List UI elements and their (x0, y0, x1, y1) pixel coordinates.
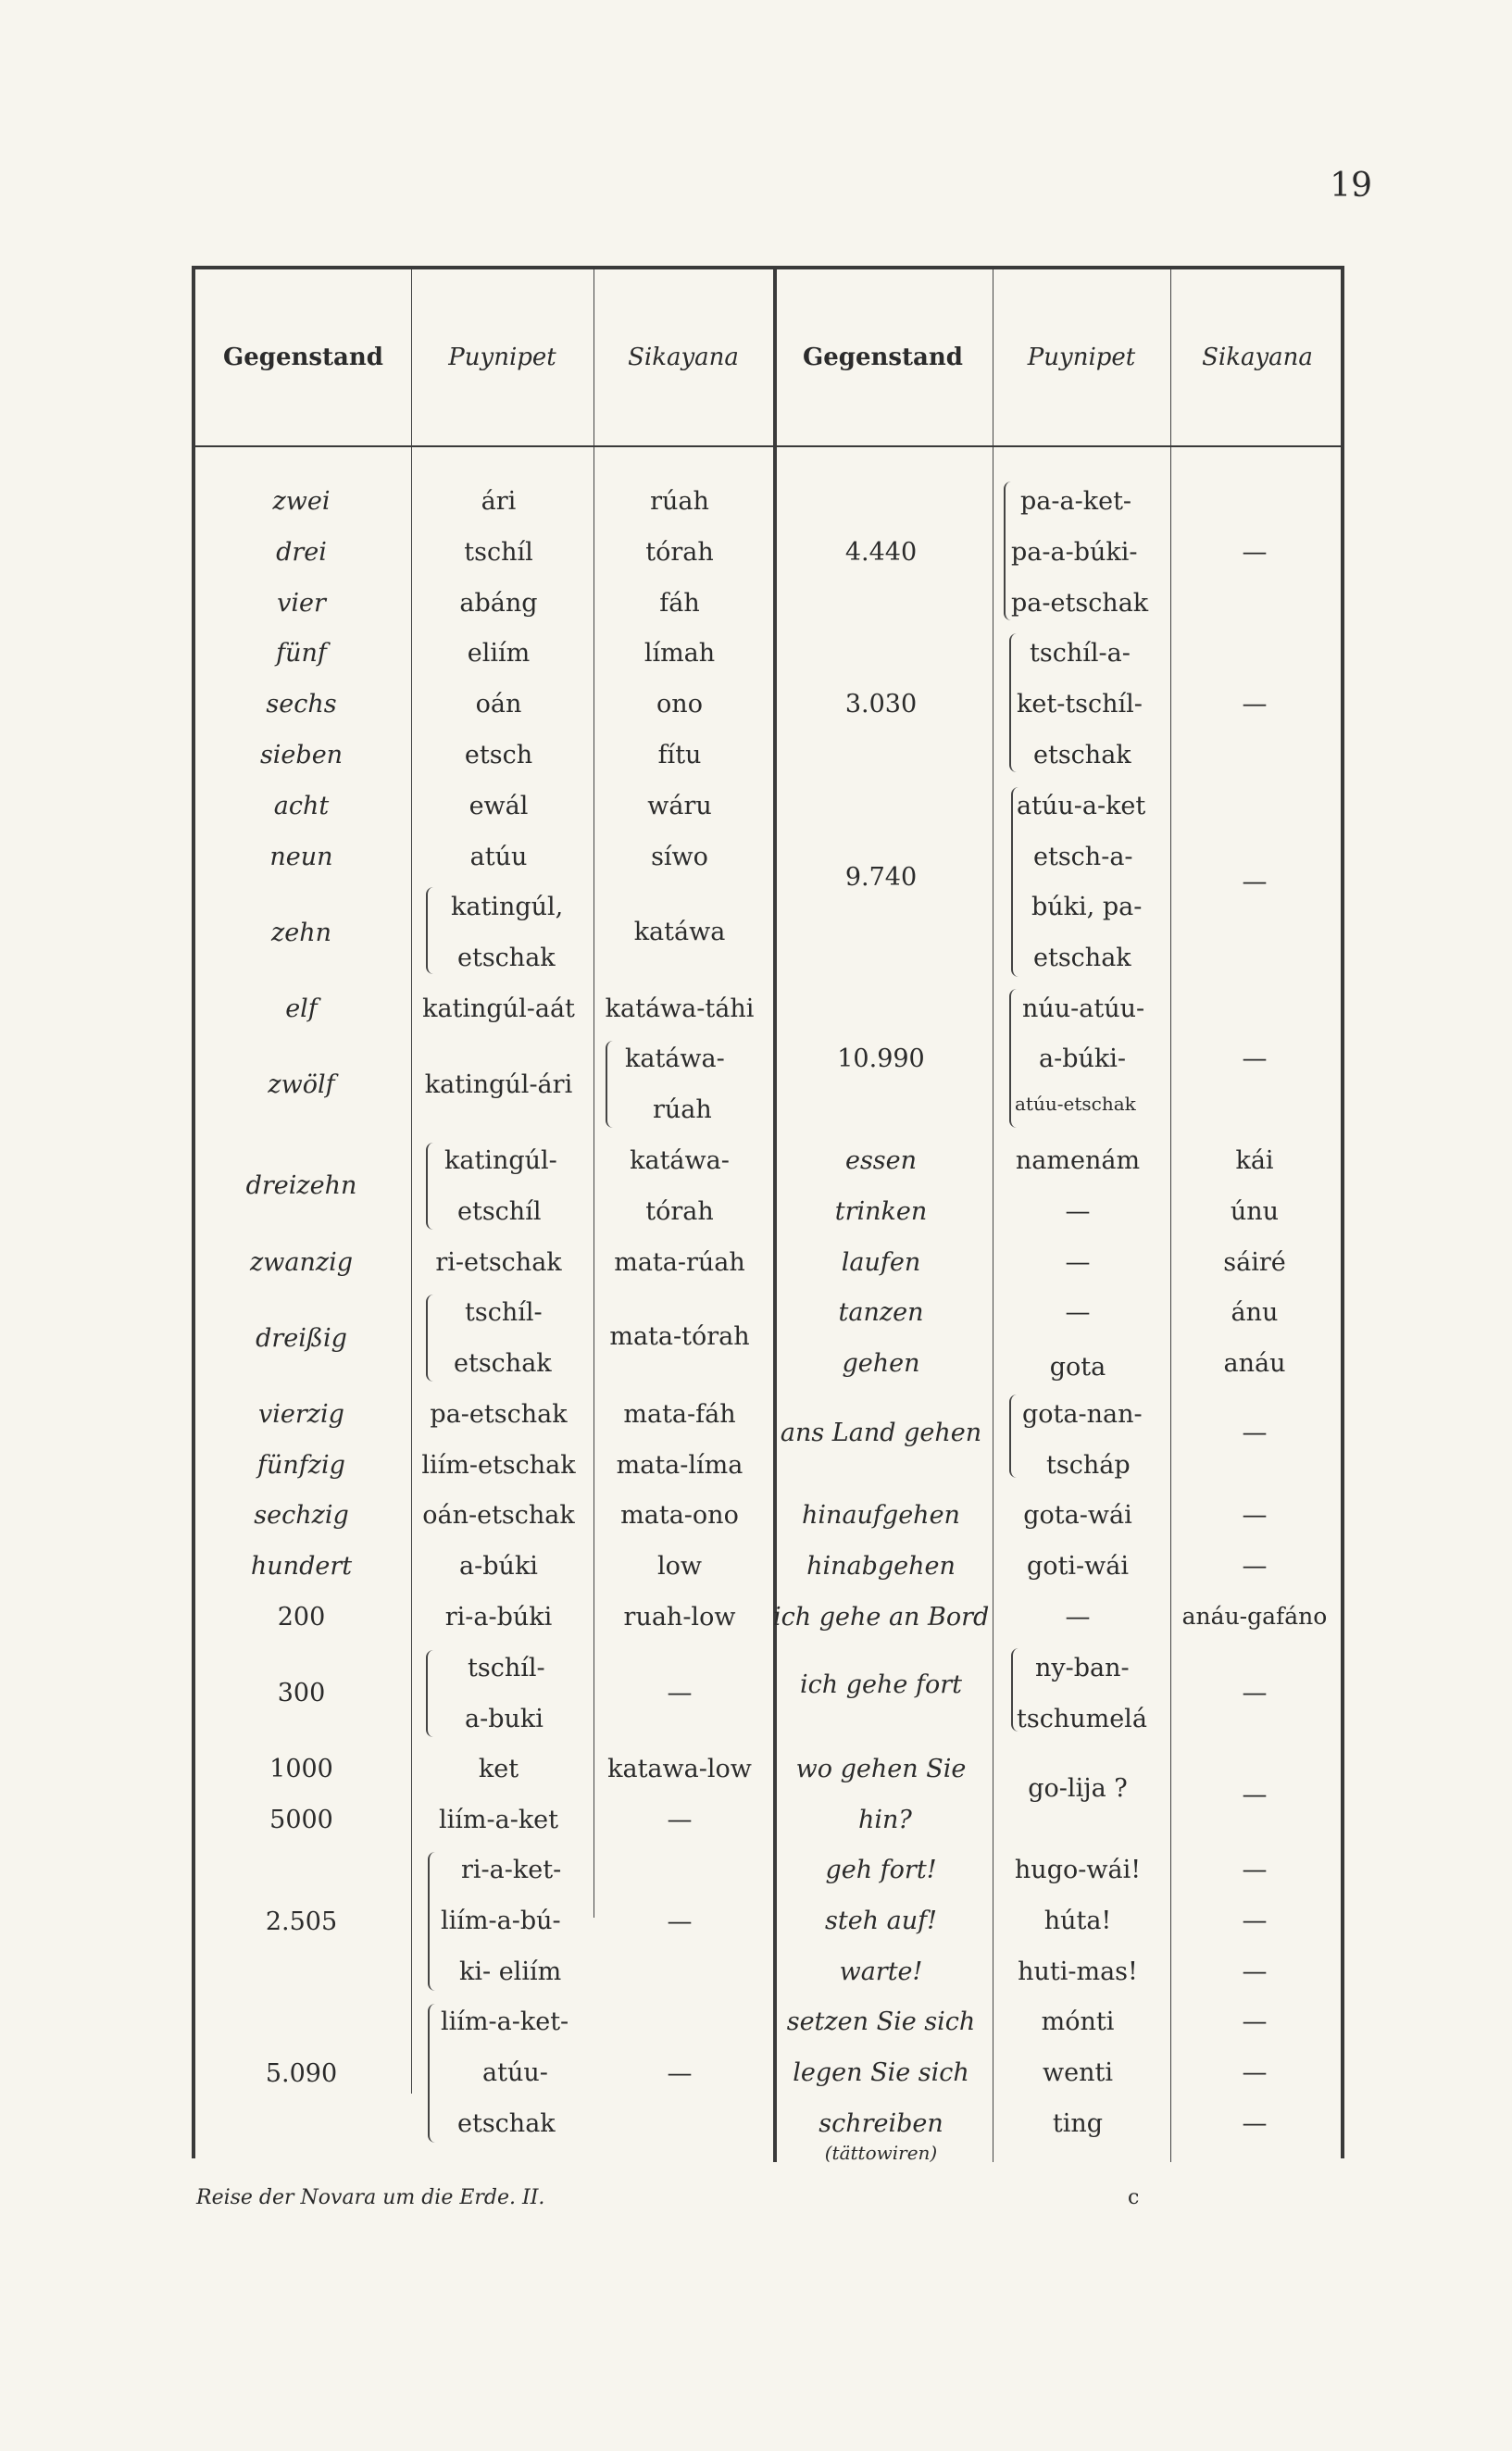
right-puynipet: núu-atúu- (1022, 994, 1145, 1023)
right-sikayana: — (1242, 868, 1268, 896)
right-gegenstand: hinaufgehen (802, 1501, 960, 1530)
page-number: 19 (1330, 167, 1372, 205)
left-sikayana: katáwa-táhi (605, 994, 755, 1023)
right-puynipet: húta! (1043, 1907, 1112, 1935)
left-gegenstand: zwei (272, 487, 331, 516)
left-sikayana: tórah (645, 1197, 714, 1226)
left-puynipet: oán-etschak (422, 1501, 575, 1530)
right-sikayana: — (1242, 1781, 1268, 1809)
right-puynipet: hugo-wái! (1014, 1856, 1142, 1884)
header-puynipet-right: Puynipet (1027, 344, 1136, 371)
right-puynipet: — (1065, 1298, 1091, 1327)
right-puynipet: mónti (1041, 2007, 1115, 2036)
right-gegenstand: (tättowiren) (824, 2142, 938, 2164)
right-sikayana: — (1242, 1907, 1268, 1935)
left-gegenstand: 300 (277, 1679, 326, 1707)
left-puynipet: liím-a-ket (438, 1806, 559, 1834)
left-gegenstand: drei (276, 538, 327, 567)
left-puynipet: etsch (464, 741, 533, 769)
right-gegenstand: setzen Sie sich (786, 2007, 976, 2036)
right-puynipet: goti-wái (1027, 1552, 1129, 1581)
right-gegenstand: legen Sie sich (793, 2058, 969, 2087)
right-gegenstand: 10.990 (837, 1044, 925, 1073)
right-gegenstand: trinken (834, 1197, 928, 1226)
right-puynipet: ny-ban- (1035, 1654, 1130, 1682)
left-sikayana: low (656, 1552, 702, 1581)
left-sikayana: rúah (653, 1095, 712, 1124)
left-puynipet: etschak (454, 1349, 552, 1378)
left-gegenstand: vierzig (258, 1400, 344, 1429)
left-puynipet: ewál (469, 792, 529, 820)
right-gegenstand: ich gehe an Bord (773, 1603, 990, 1632)
left-puynipet: ki- eliím (459, 1957, 562, 1986)
left-puynipet: ri-etschak (435, 1248, 562, 1277)
right-sikayana: — (1242, 690, 1268, 719)
left-puynipet: ket (478, 1755, 519, 1783)
left-sikayana: wáru (647, 792, 712, 820)
right-gegenstand: steh auf! (825, 1907, 937, 1935)
left-gegenstand: hundert (250, 1552, 353, 1581)
right-gegenstand: schreiben (818, 2109, 943, 2138)
right-sikayana: — (1242, 1957, 1268, 1986)
left-gegenstand: 5000 (269, 1806, 333, 1834)
right-gegenstand: essen (844, 1146, 918, 1175)
left-gegenstand: zwölf (268, 1070, 335, 1099)
right-puynipet: búki, pa- (1031, 893, 1143, 921)
left-puynipet: katingúl- (444, 1146, 557, 1175)
left-gegenstand: vier (277, 589, 326, 618)
right-gegenstand: wo gehen Sie (795, 1755, 967, 1783)
left-puynipet: pa-etschak (430, 1400, 568, 1429)
right-sikayana: anáu-gafáno (1181, 1603, 1328, 1630)
left-sikayana: ono (656, 690, 703, 719)
left-gegenstand: fünfzig (257, 1451, 345, 1480)
left-puynipet: katingúl, (451, 893, 564, 921)
left-gegenstand: neun (269, 843, 333, 871)
header-sikayana-right: Sikayana (1202, 344, 1313, 371)
right-puynipet: pa-a-búki- (1011, 538, 1138, 567)
right-puynipet: — (1065, 1603, 1091, 1632)
right-sikayana: — (1242, 1501, 1268, 1530)
left-gegenstand: sechzig (254, 1501, 349, 1530)
footer-signature: c (1128, 2186, 1140, 2209)
left-sikayana: ruah-low (623, 1603, 736, 1632)
left-puynipet: tschíl (464, 538, 533, 567)
right-puynipet: — (1065, 1248, 1091, 1277)
left-gegenstand: zwanzig (250, 1248, 353, 1277)
right-puynipet: etschak (1033, 944, 1131, 972)
left-sikayana: katáwa- (625, 1044, 725, 1073)
right-sikayana: — (1242, 1044, 1268, 1073)
left-gegenstand: sechs (266, 690, 337, 719)
left-puynipet: liím-a-ket- (441, 2007, 569, 2036)
left-puynipet: ári (481, 487, 517, 516)
header-puynipet-left: Puynipet (448, 344, 556, 371)
right-puynipet: huti-mas! (1018, 1957, 1138, 1986)
left-sikayana: síwo (651, 843, 708, 871)
left-puynipet: tschíl- (468, 1654, 545, 1682)
left-puynipet: atúu (469, 843, 528, 871)
left-sikayana: mata-fáh (623, 1400, 736, 1429)
left-gegenstand: elf (285, 994, 318, 1023)
left-sikayana: rúah (650, 487, 709, 516)
right-gegenstand: ans Land gehen (780, 1419, 982, 1447)
right-gegenstand: warte! (839, 1957, 923, 1986)
right-gegenstand: hin? (858, 1806, 912, 1834)
left-gegenstand: 5.090 (265, 2059, 338, 2088)
right-puynipet: gota-nan- (1022, 1400, 1143, 1429)
left-gegenstand: fünf (276, 639, 327, 668)
right-puynipet: gota-wái (1023, 1501, 1132, 1530)
right-sikayana: — (1242, 1552, 1268, 1581)
left-sikayana: fítu (657, 741, 702, 769)
left-puynipet: eliím (467, 639, 531, 668)
right-gegenstand: 3.030 (844, 690, 918, 719)
left-puynipet: oán (475, 690, 522, 719)
left-gegenstand: dreizehn (245, 1171, 357, 1200)
right-sikayana: — (1242, 1856, 1268, 1884)
left-sikayana: — (667, 1806, 693, 1834)
right-sikayana: sáiré (1223, 1248, 1286, 1277)
right-gegenstand: geh fort! (825, 1856, 937, 1884)
right-puynipet: etsch-a- (1033, 843, 1133, 871)
left-sikayana: fáh (659, 589, 700, 618)
right-gegenstand: ich gehe fort (800, 1670, 962, 1699)
left-gegenstand: dreißig (256, 1324, 347, 1353)
right-sikayana: — (1242, 2109, 1268, 2138)
right-sikayana: — (1242, 2007, 1268, 2036)
left-puynipet: etschak (457, 944, 556, 972)
right-puynipet: pa-a-ket- (1020, 487, 1132, 516)
left-sikayana: katáwa (633, 918, 726, 946)
left-puynipet: atúu- (482, 2058, 548, 2087)
footer-title: Reise der Novara um die Erde. II. (196, 2186, 545, 2209)
left-puynipet: abáng (459, 589, 538, 618)
right-gegenstand: gehen (842, 1349, 920, 1378)
left-puynipet: etschak (457, 2109, 556, 2138)
right-sikayana: — (1242, 2058, 1268, 2087)
right-puynipet: wenti (1043, 2058, 1113, 2087)
left-sikayana: mata-líma (616, 1451, 744, 1480)
header-gegenstand-right: Gegenstand (803, 344, 963, 371)
left-sikayana: límah (644, 639, 716, 668)
left-puynipet: liím-etschak (421, 1451, 576, 1480)
right-sikayana: — (1242, 1679, 1268, 1707)
right-puynipet: namenám (1015, 1146, 1141, 1175)
right-gegenstand: 9.740 (844, 863, 918, 892)
left-sikayana: mata-tórah (609, 1322, 750, 1351)
right-sikayana: kái (1235, 1146, 1274, 1175)
left-puynipet: a-buki (465, 1705, 544, 1733)
right-gegenstand: laufen (841, 1248, 921, 1277)
right-puynipet: etschak (1033, 741, 1131, 769)
left-puynipet: a-búki (459, 1552, 538, 1581)
right-puynipet: ting (1052, 2109, 1104, 2138)
left-sikayana: — (667, 1679, 693, 1707)
right-puynipet: — (1065, 1197, 1091, 1226)
right-puynipet: a-búki- (1039, 1044, 1127, 1073)
right-puynipet: pa-etschak (1011, 589, 1149, 618)
right-puynipet: ket-tschíl- (1017, 690, 1143, 719)
right-puynipet: tscháp (1046, 1451, 1131, 1480)
left-puynipet: etschíl (457, 1197, 542, 1226)
right-puynipet: go-lija ? (1028, 1774, 1128, 1803)
left-puynipet: ri-a-ket- (461, 1856, 562, 1884)
left-sikayana: — (667, 2059, 693, 2088)
left-puynipet: ri-a-búki (444, 1603, 553, 1632)
right-puynipet: atúu-a-ket (1017, 792, 1146, 820)
left-gegenstand: 1000 (269, 1755, 333, 1783)
left-gegenstand: 2.505 (265, 1907, 338, 1936)
left-sikayana: tórah (645, 538, 714, 567)
right-gegenstand: hinabgehen (806, 1552, 956, 1581)
right-sikayana: — (1242, 538, 1268, 567)
right-puynipet: atúu-etschak (1015, 1093, 1136, 1115)
right-sikayana: ánu (1231, 1298, 1279, 1327)
right-puynipet: tschíl-a- (1030, 639, 1131, 668)
left-sikayana: mata-ono (620, 1501, 739, 1530)
left-sikayana: katawa-low (607, 1755, 752, 1783)
left-sikayana: — (667, 1907, 693, 1936)
left-puynipet: tschíl- (465, 1298, 543, 1327)
left-sikayana: mata-rúah (614, 1248, 745, 1277)
left-puynipet: katingúl-aát (422, 994, 575, 1023)
left-gegenstand: 200 (277, 1603, 326, 1632)
left-sikayana: katáwa- (630, 1146, 730, 1175)
right-sikayana: anáu (1223, 1349, 1286, 1378)
left-gegenstand: zehn (271, 919, 331, 947)
right-puynipet: gota (1049, 1353, 1106, 1382)
right-puynipet: tschumelá (1017, 1705, 1147, 1733)
left-gegenstand: sieben (259, 741, 344, 769)
right-sikayana: únu (1230, 1197, 1280, 1226)
header-sikayana-left: Sikayana (628, 344, 739, 371)
left-puynipet: katingúl-ári (424, 1070, 573, 1099)
header-gegenstand-left: Gegenstand (223, 344, 383, 371)
left-gegenstand: acht (273, 792, 330, 820)
right-gegenstand: 4.440 (844, 538, 918, 567)
right-gegenstand: tanzen (838, 1298, 924, 1327)
right-sikayana: — (1242, 1419, 1268, 1447)
left-puynipet: liím-a-bú- (441, 1907, 561, 1935)
